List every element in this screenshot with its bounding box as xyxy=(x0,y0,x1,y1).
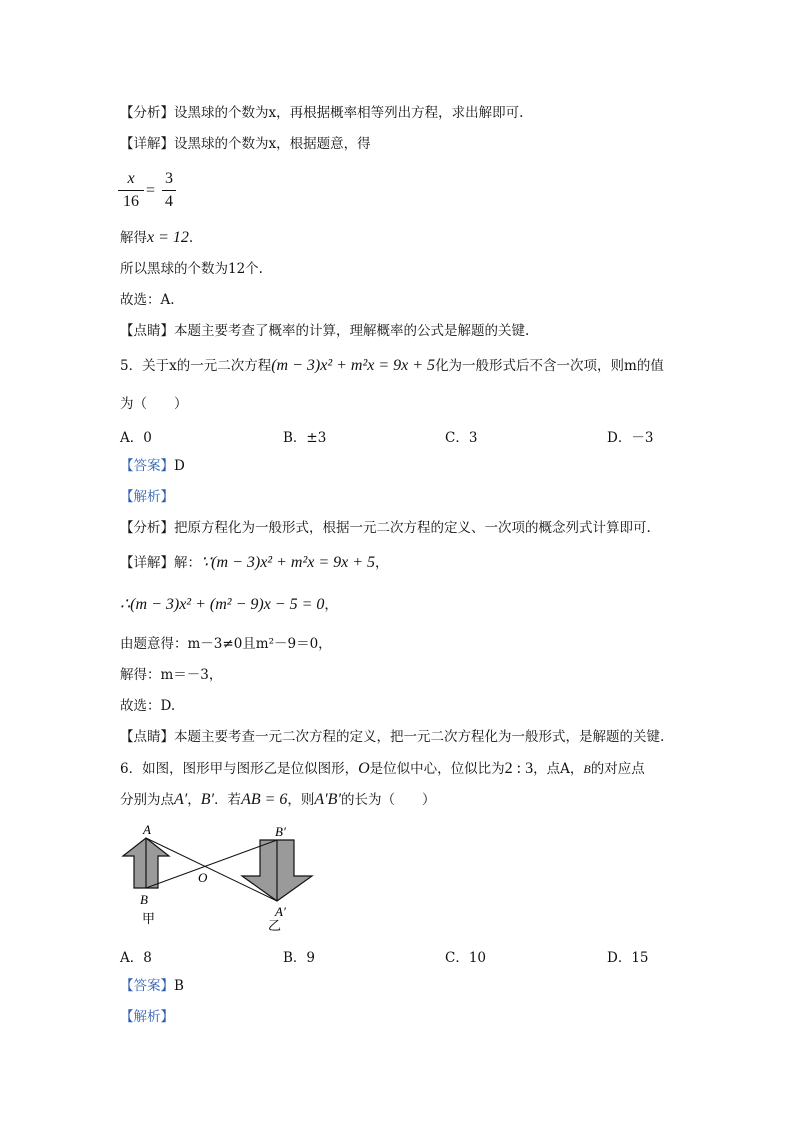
eq2: ∴(m − 3)x² + (m² − 9)x − 5 = 0 xyxy=(120,596,325,613)
analysis-text: 设黑球的个数为x，再根据概率相等列出方程，求出解即可. xyxy=(174,105,524,121)
q6-comma: ， xyxy=(187,792,201,808)
xj-equation: ∵(m − 3)x² + m²x = 9x + 5 xyxy=(201,554,376,571)
fx-text: 把原方程化为一般形式，根据一元二次方程的定义、一次项的概念列式计算即可. xyxy=(174,520,651,536)
xj-post: ， xyxy=(375,555,389,571)
dj-tag: 【点睛】 xyxy=(120,729,174,745)
q5-answer xyxy=(120,457,185,475)
detail-tag: 【详解】 xyxy=(120,136,174,152)
q6-l2-mid: ．若 xyxy=(214,792,242,808)
q5-equation: (m − 3)x² + m²x = 9x + 5 xyxy=(271,357,436,374)
q5-choose: 故选：D. xyxy=(120,698,176,714)
detail-text: 设黑球的个数为x，根据题意，得 xyxy=(174,136,371,152)
q5-comment xyxy=(120,728,664,746)
comment-line xyxy=(120,322,529,340)
q6-l2-end: 的长为（ ） xyxy=(340,792,436,808)
q6-mid: 是位似中心，位似比为 xyxy=(369,761,505,777)
q6-pre: 6．如图，图形甲与图形乙是位似图形， xyxy=(120,761,359,777)
fraction-3-4 xyxy=(162,170,176,211)
q5-option-a: A．0 xyxy=(120,430,152,446)
q6-answer-value: B xyxy=(174,978,184,994)
q5-stem xyxy=(120,357,664,375)
q6-o: O xyxy=(358,760,370,777)
q6-post: ，点A， xyxy=(533,761,584,777)
q6-option-d: D．15 xyxy=(607,950,649,966)
q5-option-d: D．－3 xyxy=(607,430,654,446)
q5-fx-line xyxy=(120,519,651,537)
q6-l2-post: ，则 xyxy=(287,792,315,808)
fraction-x-16 xyxy=(118,170,144,211)
label-b-prime: B′ xyxy=(275,824,286,839)
label-o: O xyxy=(198,870,208,885)
q6-option-a: A．8 xyxy=(120,950,152,966)
q6-apbp: A′B′ xyxy=(314,791,341,808)
detail-line xyxy=(120,135,371,153)
q5-sol: 解得：m＝－3， xyxy=(120,667,223,683)
q6-analysis-tag: 【解析】 xyxy=(120,1009,174,1025)
q6-b-prime: B′ xyxy=(200,791,215,808)
q6-ratio: 2 : 3 xyxy=(504,760,534,777)
q5-pre: 5．关于x的一元二次方程 xyxy=(120,358,272,374)
comment-tag: 【点睛】 xyxy=(120,323,174,339)
frac-denominator: 16 xyxy=(123,193,139,210)
q6-a-prime: A′ xyxy=(174,791,188,808)
equals-sign: = xyxy=(146,182,156,199)
q5-xj-line xyxy=(120,554,389,572)
eq2-post: ， xyxy=(324,597,338,613)
answer-tag: 【答案】 xyxy=(120,458,174,474)
solve-math: x = 12 xyxy=(147,229,189,246)
q6-option-b: B．9 xyxy=(283,950,316,966)
frac2-numerator: 3 xyxy=(165,170,173,187)
frac-numerator: x xyxy=(127,170,135,187)
fx-tag: 【分析】 xyxy=(120,520,174,536)
dj-text: 本题主要考查一元二次方程的定义，把一元二次方程化为一般形式，是解题的关键. xyxy=(174,729,665,745)
q5-post: 化为一般形式后不含一次项，则m的值 xyxy=(435,358,664,374)
q5-analysis-tag: 【解析】 xyxy=(120,489,174,505)
q5-option-b: B．±3 xyxy=(283,430,327,446)
q5-eq2-line xyxy=(120,596,338,614)
label-yi: 乙 xyxy=(268,919,282,933)
solve-line xyxy=(120,229,193,247)
q6-b: B xyxy=(583,762,591,776)
analysis-tag: 【分析】 xyxy=(120,105,174,121)
q6-l2-pre: 分别为点 xyxy=(120,792,174,808)
q6-option-c: C．10 xyxy=(445,950,487,966)
label-jia: 甲 xyxy=(142,912,156,927)
xj-pre: 解： xyxy=(174,555,201,571)
q6-stem-line1 xyxy=(120,760,645,778)
answer-value: D xyxy=(174,458,185,474)
solve-pre: 解得 xyxy=(120,230,147,246)
q5-stem-line2: 为（ ） xyxy=(120,396,188,412)
label-a-prime: A′ xyxy=(275,904,286,919)
q6-answer-tag: 【答案】 xyxy=(120,978,174,994)
q5-cond: 由题意得：m－3≠0且m²－9＝0， xyxy=(120,636,332,652)
comment-text: 本题主要考查了概率的计算，理解概率的公式是解题的关键. xyxy=(174,323,530,339)
q6-end: 的对应点 xyxy=(590,761,645,777)
frac2-denominator: 4 xyxy=(165,193,173,210)
q5-option-c: C．3 xyxy=(445,430,478,446)
solve-post: . xyxy=(188,230,194,246)
homothety-figure xyxy=(110,818,340,933)
analysis-line xyxy=(120,104,523,122)
result-line: 所以黑球的个数为12个. xyxy=(120,261,263,277)
xj-tag: 【详解】 xyxy=(120,555,174,571)
label-b: B xyxy=(140,892,148,907)
q6-ab-eq: AB = 6 xyxy=(241,791,288,808)
label-a: A xyxy=(143,822,151,837)
q6-answer xyxy=(120,977,184,995)
choose-line: 故选：A. xyxy=(120,292,175,308)
q6-stem-line2 xyxy=(120,791,435,809)
